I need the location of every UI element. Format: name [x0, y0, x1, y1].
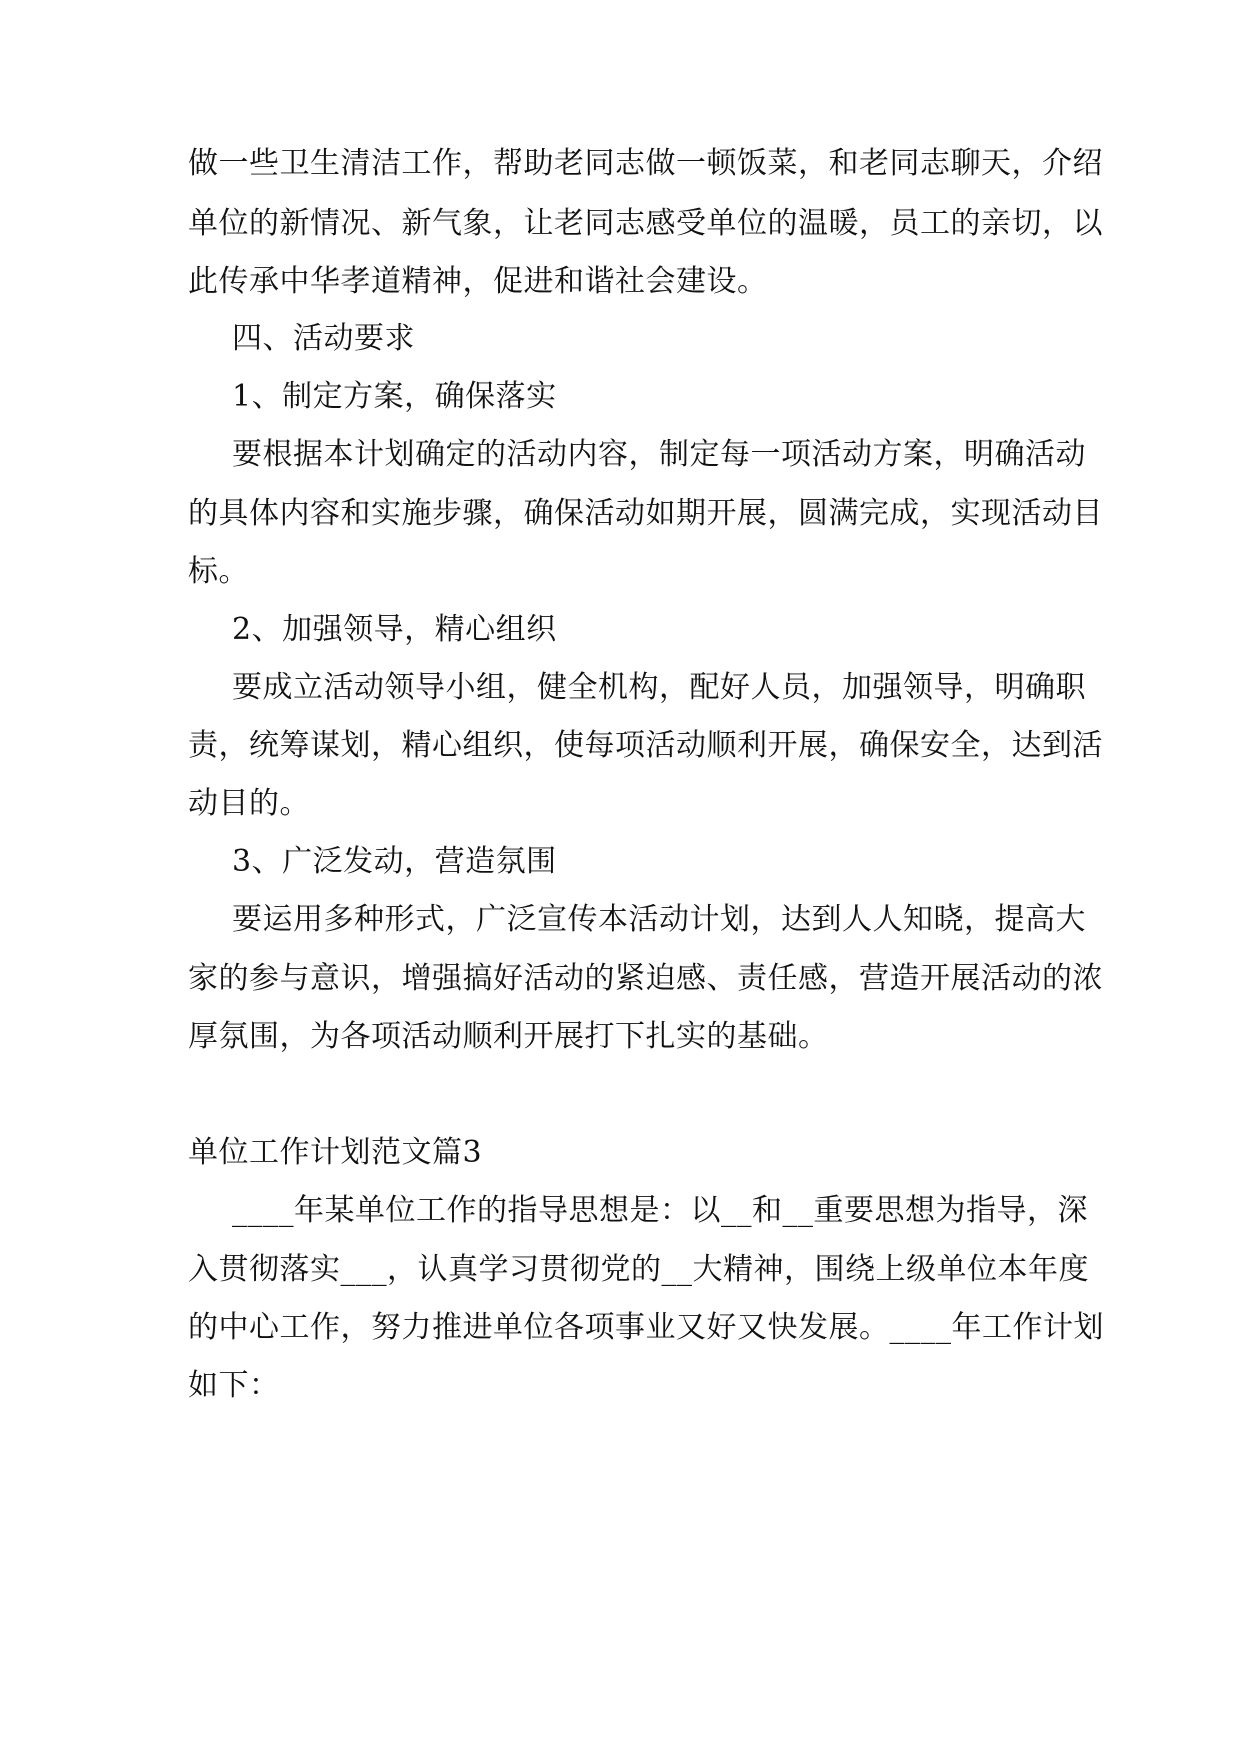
section-heading: 四、活动要求 — [232, 321, 415, 356]
paragraph-line: 厚氛围，为各项活动顺利开展打下扎实的基础。 — [188, 1019, 829, 1054]
paragraph-line: 动目的。 — [188, 786, 310, 821]
paragraph-line: 要根据本计划确定的活动内容，制定每一项活动方案，明确活动 — [232, 437, 1086, 472]
paragraph-line: 的具体内容和实施步骤，确保活动如期开展，圆满完成，实现活动目 — [188, 496, 1103, 531]
subsection-heading: 2、加强领导，精心组织 — [232, 612, 557, 647]
paragraph-line: 的中心工作，努力推进单位各项事业又好又快发展。____年工作计划 — [188, 1310, 1104, 1345]
subsection-heading: 3、广泛发动，营造氛围 — [232, 844, 557, 879]
paragraph-line: 标。 — [188, 554, 249, 589]
article-title: 单位工作计划范文篇3 — [188, 1135, 483, 1170]
paragraph-line: 家的参与意识，增强搞好活动的紧迫感、责任感，营造开展活动的浓 — [188, 961, 1103, 996]
paragraph-line: ____年某单位工作的指导思想是：以__和__重要思想为指导，深 — [232, 1193, 1088, 1228]
paragraph-line: 如下： — [188, 1368, 280, 1403]
subsection-heading: 1、制定方案，确保落实 — [232, 379, 557, 414]
paragraph-line: 责，统筹谋划，精心组织，使每项活动顺利开展，确保安全，达到活 — [188, 728, 1103, 763]
paragraph-line: 单位的新情况、新气象，让老同志感受单位的温暖，员工的亲切，以 — [188, 206, 1103, 241]
paragraph-line: 做一些卫生清洁工作，帮助老同志做一顿饭菜，和老同志聊天，介绍 — [188, 146, 1103, 181]
paragraph-line: 要运用多种形式，广泛宣传本活动计划，达到人人知晓，提高大 — [232, 902, 1086, 937]
paragraph-line: 要成立活动领导小组，健全机构，配好人员，加强领导，明确职 — [232, 670, 1086, 705]
paragraph-line: 此传承中华孝道精神，促进和谐社会建设。 — [188, 264, 768, 299]
paragraph-line: 入贯彻落实___，认真学习贯彻党的__大精神，围绕上级单位本年度 — [188, 1252, 1089, 1287]
